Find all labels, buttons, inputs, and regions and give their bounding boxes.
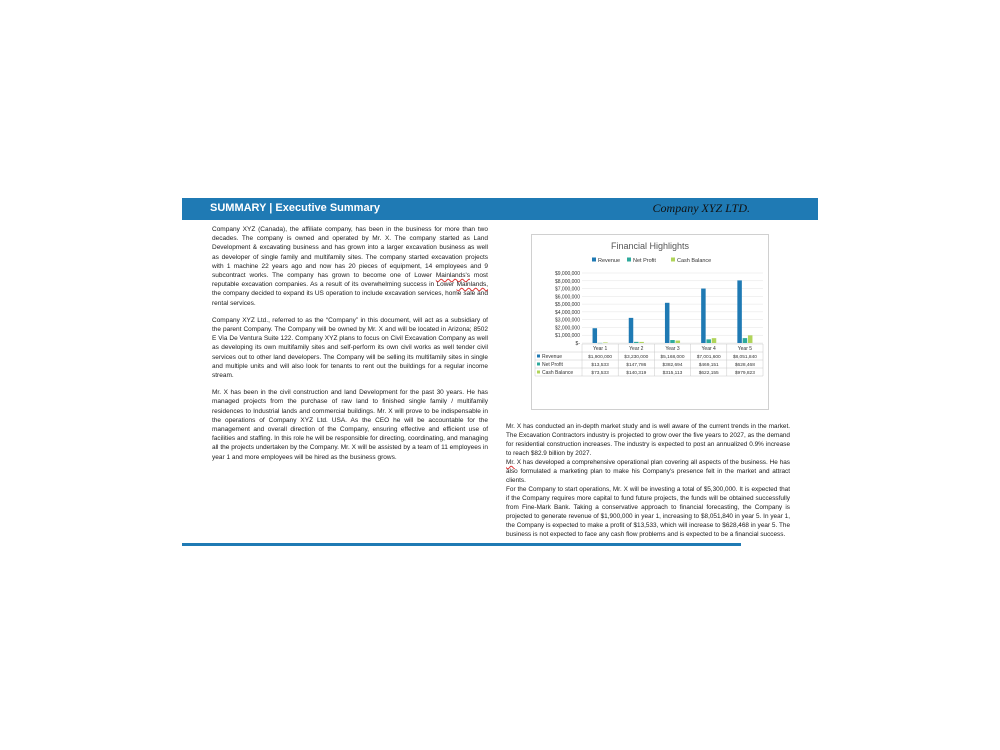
- y-tick-label: $3,000,000: [554, 317, 580, 324]
- paragraph-owner: Mr. X has been in the civil construction and land Development for the past 30 years. He has managed projects from the purchase of raw land to finished single family / multifamily residences to Industrial lands and commercial buildings. Mr. X will prove to be indispensable in the operations of Company XYZ Ltd. USA. As the CEO he will be accountable for the management and overall direction of the Company, ensuring effective and efficient use of facilities and staffing. In this role he will be responsible for directing, coordinating, and managing all the projects undertaken by the Company. Mr. X will be assisted by a team of 11 employees in year 1 and more employees will be hired as the business grows.: [212, 389, 488, 461]
- x-tick-label: Year 5: [737, 346, 753, 352]
- bar-revenue: [737, 280, 742, 343]
- company-name: Company XYZ LTD.: [652, 201, 750, 215]
- data-label: $147,786: [626, 363, 647, 368]
- right-column: [506, 422, 790, 539]
- bar-revenue: [701, 289, 706, 343]
- bar-net-profit: [743, 338, 748, 343]
- bar-net-profit: [634, 342, 639, 343]
- y-tick-label: $6,000,000: [554, 294, 580, 301]
- data-label: $979,823: [734, 371, 755, 376]
- chart-title: Financial Highlights: [610, 241, 690, 251]
- table-legend-key-2: [537, 371, 540, 374]
- paragraph-intro-text-3: the company decided to expand its US operation to include excavation services, home sale and rental services.: [212, 290, 488, 307]
- y-tick-label: $4,000,000: [554, 309, 580, 316]
- y-tick-label: $8,000,000: [554, 278, 580, 285]
- bar-net-profit: [670, 340, 675, 343]
- header-bar: [182, 198, 818, 220]
- paragraph-market: Mr. X has conducted an in-depth market study and is well aware of the current trends in the market. The Excavation Contractors industry is projected to grow over the five years to 2027, as the demand for residential construction increases. The industry is expected to post an annualized 0.9% increase to reach $82.9 billion by 2027.: [506, 423, 790, 457]
- bottom-divider: [182, 543, 741, 546]
- y-tick-label: $7,000,000: [554, 286, 580, 293]
- legend-swatch-0: [592, 258, 596, 262]
- table-series-label: Net Profit: [542, 362, 563, 368]
- y-tick-label: $2,000,000: [554, 325, 580, 332]
- legend-swatch-1: [627, 258, 631, 262]
- legend-label-1: Net Profit: [633, 258, 656, 264]
- misspelled-word-3: Mr.: [506, 459, 515, 466]
- data-label: $5,168,000: [660, 355, 685, 360]
- bar-revenue: [665, 303, 670, 343]
- bar-cash-balance: [676, 341, 681, 343]
- bar-revenue: [629, 318, 634, 343]
- table-legend-key-1: [537, 363, 540, 366]
- data-label: $382,694: [662, 363, 683, 368]
- data-label: $3,230,000: [624, 355, 649, 360]
- misspelled-word-2: Mainlands,: [456, 281, 488, 289]
- x-tick-label: Year 4: [701, 346, 716, 352]
- y-tick-label: $9,000,000: [554, 271, 580, 277]
- paragraph-plan: [506, 458, 790, 485]
- data-label: $469,151: [698, 363, 719, 368]
- paragraph-finance: For the Company to start operations, Mr. X will be investing a total of $5,300,000. It is expected that if the Company requires more capital to fund future projects, the funds will be obtained successfully from Fine-Mark Bank. Taking a conservative approach to financial forecasting, the Company is projected to generate revenue of $1,900,000 in year 1, increasing to $8,051,840 in year 5. In year 1, the Company is expected to make a profit of $13,533, which will increase to $628,468 in year 5. The business is not expected to face any cash flow problems and is expected to be a financial success.: [506, 486, 790, 538]
- data-label: $73,533: [591, 371, 609, 376]
- x-tick-label: Year 2: [629, 346, 644, 352]
- table-legend-key-0: [537, 355, 540, 358]
- table-series-label: Cash Balance: [542, 370, 574, 376]
- data-label: $315,113: [662, 371, 683, 376]
- paragraph-intro: [212, 225, 488, 308]
- paragraph-intro-text: Company XYZ (Canada), the affiliate company, has been in the business for more than two decades. The company is owned and operated by Mr. X. The company started as Land Development & excavating business and has grown into a larger excavation business as well as developer of single family and multifamily sites. The company started excavation projects with 1 machine 22 years ago and now has 20 pieces of equipment, 14 employees and 9 subcontract works. The company has grown to become one of Lower: [212, 226, 488, 280]
- page-title: SUMMARY | Executive Summary: [210, 202, 380, 214]
- bar-revenue: [593, 328, 598, 343]
- chart-svg: [532, 235, 768, 409]
- y-tick-label: $1,000,000: [554, 333, 580, 340]
- data-label: $7,001,600: [696, 355, 721, 360]
- bar-cash-balance: [748, 335, 753, 343]
- bar-cash-balance: [603, 342, 608, 343]
- data-label: $622,155: [698, 371, 719, 376]
- data-label: $1,900,000: [588, 355, 613, 360]
- legend-label-0: Revenue: [598, 258, 621, 264]
- legend-label-2: Cash Balance: [677, 258, 712, 264]
- x-tick-label: Year 3: [665, 346, 680, 352]
- y-tick-label: $5,000,000: [554, 302, 580, 309]
- paragraph-intro-text-2: most reputable excavation companies. As a result of its overwhelming success in Lower: [212, 272, 488, 289]
- y-tick-label: $-: [575, 341, 580, 347]
- bar-cash-balance: [639, 342, 644, 343]
- x-tick-label: Year 1: [592, 346, 608, 352]
- financial-highlights-chart: [531, 234, 769, 410]
- left-column: [212, 225, 488, 470]
- data-label: $140,319: [626, 371, 647, 376]
- paragraph-plan-text: X has developed a comprehensive operational plan covering all aspects of the business. He has also formulated a marketing plan to make his Company's presence felt in the market and attract clients.: [506, 459, 790, 484]
- bar-net-profit: [706, 339, 711, 343]
- paragraph-company: Company XYZ Ltd., referred to as the “Company” in this document, will act as a subsidiary of the parent Company. The Company will be owned by Mr. X and will be located in Arizona; 8502 E Via De Ventura Suite 122. Company XYZ plans to focus on Civil Excavation Company as well as developing its own multifamily sites and self-perform its own civil works as well tender civil services out to other land developers. The Company will be selling its multifamily sites in single and multiple units and will also look for tenants to rent out the buildings for a regular income stream.: [212, 316, 488, 380]
- legend-swatch-2: [671, 258, 675, 262]
- data-label: $628,468: [734, 363, 755, 368]
- table-series-label: Revenue: [542, 354, 563, 360]
- data-label: $13,533: [591, 363, 609, 368]
- data-label: $8,051,840: [732, 355, 757, 360]
- bar-cash-balance: [712, 338, 717, 343]
- misspelled-word: Mainlands's: [435, 272, 470, 280]
